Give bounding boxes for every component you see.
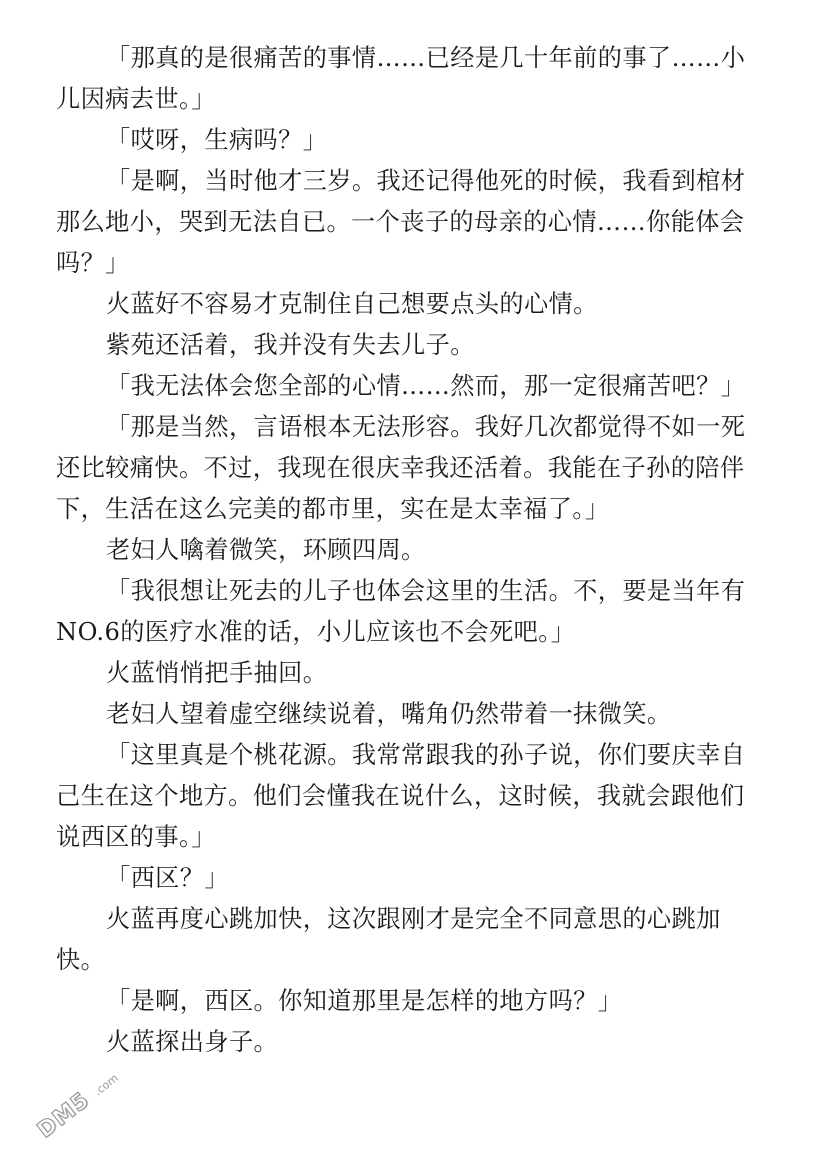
paragraph: 「我无法体会您全部的心情……然而，那一定很痛苦吧？」 bbox=[106, 372, 746, 400]
paragraph: 火蓝悄悄把手抽回。 bbox=[106, 659, 328, 687]
paragraph: 「这里真是个桃花源。我常常跟我的孙子说，你们要庆幸自己生在这个地方。他们会懂我在说什么，这时候，我就会跟他们说西区的事。」 bbox=[56, 741, 746, 851]
paragraph: 「那是当然，言语根本无法形容。我好几次都觉得不如一死还比较痛快。不过，我现在很庆幸我还活着。我能在子孙的陪伴下，生活在这么完美的都市里，实在是太幸福了。」 bbox=[56, 413, 746, 523]
paragraph: 火蓝再度心跳加快，这次跟刚才是完全不同意思的心跳加快。 bbox=[56, 905, 721, 974]
watermark-suffix: .com bbox=[91, 1071, 121, 1099]
paragraph: 老妇人望着虚空继续说着，嘴角仍然带着一抹微笑。 bbox=[106, 700, 672, 728]
paragraph: 「是啊，西区。你知道那里是怎样的地方吗？」 bbox=[106, 987, 623, 1015]
paragraph: 火蓝好不容易才克制住自己想要点头的心情。 bbox=[106, 290, 598, 318]
document-page bbox=[56, 38, 756, 1063]
paragraph: 老妇人噙着微笑，环顾四周。 bbox=[106, 536, 426, 564]
paragraph: 火蓝探出身子。 bbox=[106, 1028, 279, 1056]
paragraph: 「西区？」 bbox=[106, 864, 229, 892]
paragraph: 紫苑还活着，我并没有失去儿子。 bbox=[106, 331, 475, 359]
watermark-logo: DM5 bbox=[33, 1087, 95, 1144]
paragraph: 「是啊，当时他才三岁。我还记得他死的时候，我看到棺材那么地小，哭到无法自已。一个丧子的母亲的心情……你能体会吗？」 bbox=[56, 167, 746, 277]
paragraph: 「哎呀，生病吗？」 bbox=[106, 126, 328, 154]
paragraph: 「我很想让死去的儿子也体会这里的生活。不，要是当年有NO.6的医疗水准的话，小儿应该也不会死吧。」 bbox=[56, 577, 746, 646]
paragraph: 「那真的是很痛苦的事情……已经是几十年前的事了……小儿因病去世。」 bbox=[56, 44, 746, 113]
